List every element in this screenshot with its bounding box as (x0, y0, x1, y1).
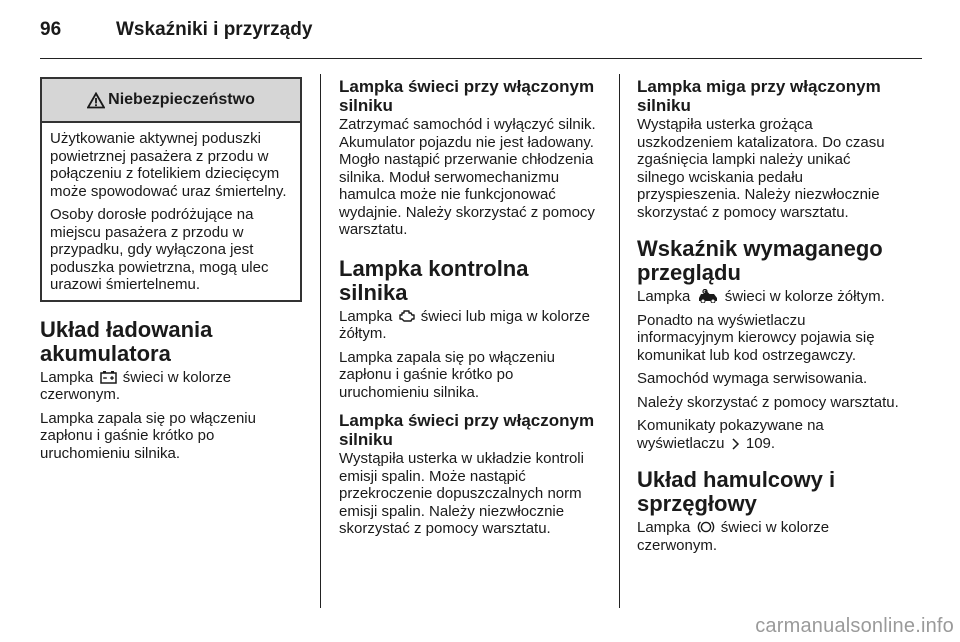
column-divider-1 (320, 74, 321, 608)
warning-triangle-icon (87, 92, 105, 109)
blinking-paragraph: Wystąpiła usterka grożąca uszkodzeniem katalizatora. Do czasu zgaśnięcia lampki należy unikać silnego wciskania pedału przyspieszenia. Należy niezwłocznie skorzystać z pomocy warsztatu. (637, 116, 885, 221)
subsection-title-on-running-2: Lampka świeci przy włączonym silniku (339, 411, 595, 449)
text-fragment: świeci lub miga w kolorze żółtym. (339, 307, 590, 342)
emission-paragraph: Wystąpiła usterka w układzie kontroli emisji spalin. Może nastąpić przekroczenie dopuszczalnych norm emisji spalin. Należy niezwłocznie skorzystać z pomocy warsztatu. (339, 450, 584, 537)
section-title-charging: Układ ładowania akumulatora (40, 316, 213, 366)
column-2 (339, 77, 601, 544)
service-wrench-car-icon (697, 289, 719, 303)
subsection-title-blinking: Lampka miga przy włączonym silniku (637, 77, 881, 115)
page-title: Wskaźniki i przyrządy (116, 19, 313, 40)
subsection-title-on-running: Lampka świeci przy włączonym silniku (339, 77, 595, 115)
text-fragment: świeci w kolorze żółtym. (724, 288, 885, 305)
section-title-engine-lamp: Lampka kontrolna silnika (339, 255, 529, 305)
running-paragraph: Zatrzymać samochód i wyłączyć silnik. Akumulator pojazdu nie jest ładowany. Mogło nastąpić przerwanie chłodzenia silnika. Moduł serwomechanizmu hamulca może nie funkcjonować wydajnie. Należy skorzystać z pomocy warsztatu. (339, 116, 596, 238)
header-divider (40, 58, 922, 59)
brake-paragraph (637, 519, 899, 554)
text-fragment: Lampka (637, 519, 691, 536)
warning-box (40, 77, 302, 302)
text-fragment: świeci w kolorze czerwonym. (40, 368, 232, 403)
text-fragment: świeci w kolorze czerwonym. (637, 519, 830, 554)
service-paragraph-2: Ponadto na wyświetlaczu informacyjnym kierowcy pojawia się komunikat lub kod ostrzegawczy. (637, 311, 875, 364)
battery-icon (100, 370, 117, 384)
page-reference-arrow-icon (731, 438, 740, 450)
engine-lamp-paragraph-1 (339, 308, 601, 343)
page-reference-link[interactable]: 109. (745, 434, 776, 452)
text-fragment: Lampka (339, 307, 393, 325)
page-number: 96 (40, 19, 62, 40)
page-header (40, 14, 312, 46)
engine-check-icon (399, 309, 415, 323)
service-paragraph-1 (637, 288, 899, 306)
section-title-brake: Układ hamulcowy i sprzęgłowy (637, 467, 836, 516)
section-title-service: Wskaźnik wymaganego przeglądu (637, 236, 883, 285)
warning-title: Niebezpieczeństwo (108, 91, 255, 108)
text-fragment: Lampka (637, 288, 691, 305)
charging-paragraph-2: Lampka zapala się po włączeniu zapłonu i gaśnie krótko po uruchomieniu silnika. (40, 409, 256, 462)
watermark: carmanualsonline.info (755, 615, 954, 637)
column-3 (637, 77, 899, 560)
warning-paragraph-2: Osoby dorosłe podróżujące na miejscu pasażera z przodu w przypadku, gdy wyłączona jest poduszka powietrzna, mogą ulec urazowi śmiertelnemu. (50, 206, 269, 293)
warning-box-header (42, 79, 300, 123)
service-paragraph-5 (637, 417, 899, 452)
service-paragraph-4: Należy skorzystać z pomocy warsztatu. (637, 393, 899, 411)
text-fragment: Komunikaty pokazywane na wyświetlaczu (637, 417, 824, 452)
warning-body (42, 123, 300, 300)
charging-paragraph-1 (40, 369, 302, 404)
brake-icon (697, 520, 715, 534)
service-paragraph-3: Samochód wymaga serwisowania. (637, 370, 868, 387)
engine-lamp-paragraph-2: Lampka zapala się po włączeniu zapłonu i gaśnie krótko po uruchomieniu silnika. (339, 348, 555, 401)
column-divider-2 (619, 74, 620, 608)
warning-paragraph-1: Użytkowanie aktywnej poduszki powietrznej pasażera z przodu w połączeniu z fotelikiem dziecięcym może spowodować uraz śmiertelny. (50, 130, 287, 200)
text-fragment: Lampka (40, 368, 94, 386)
column-1 (40, 77, 302, 468)
